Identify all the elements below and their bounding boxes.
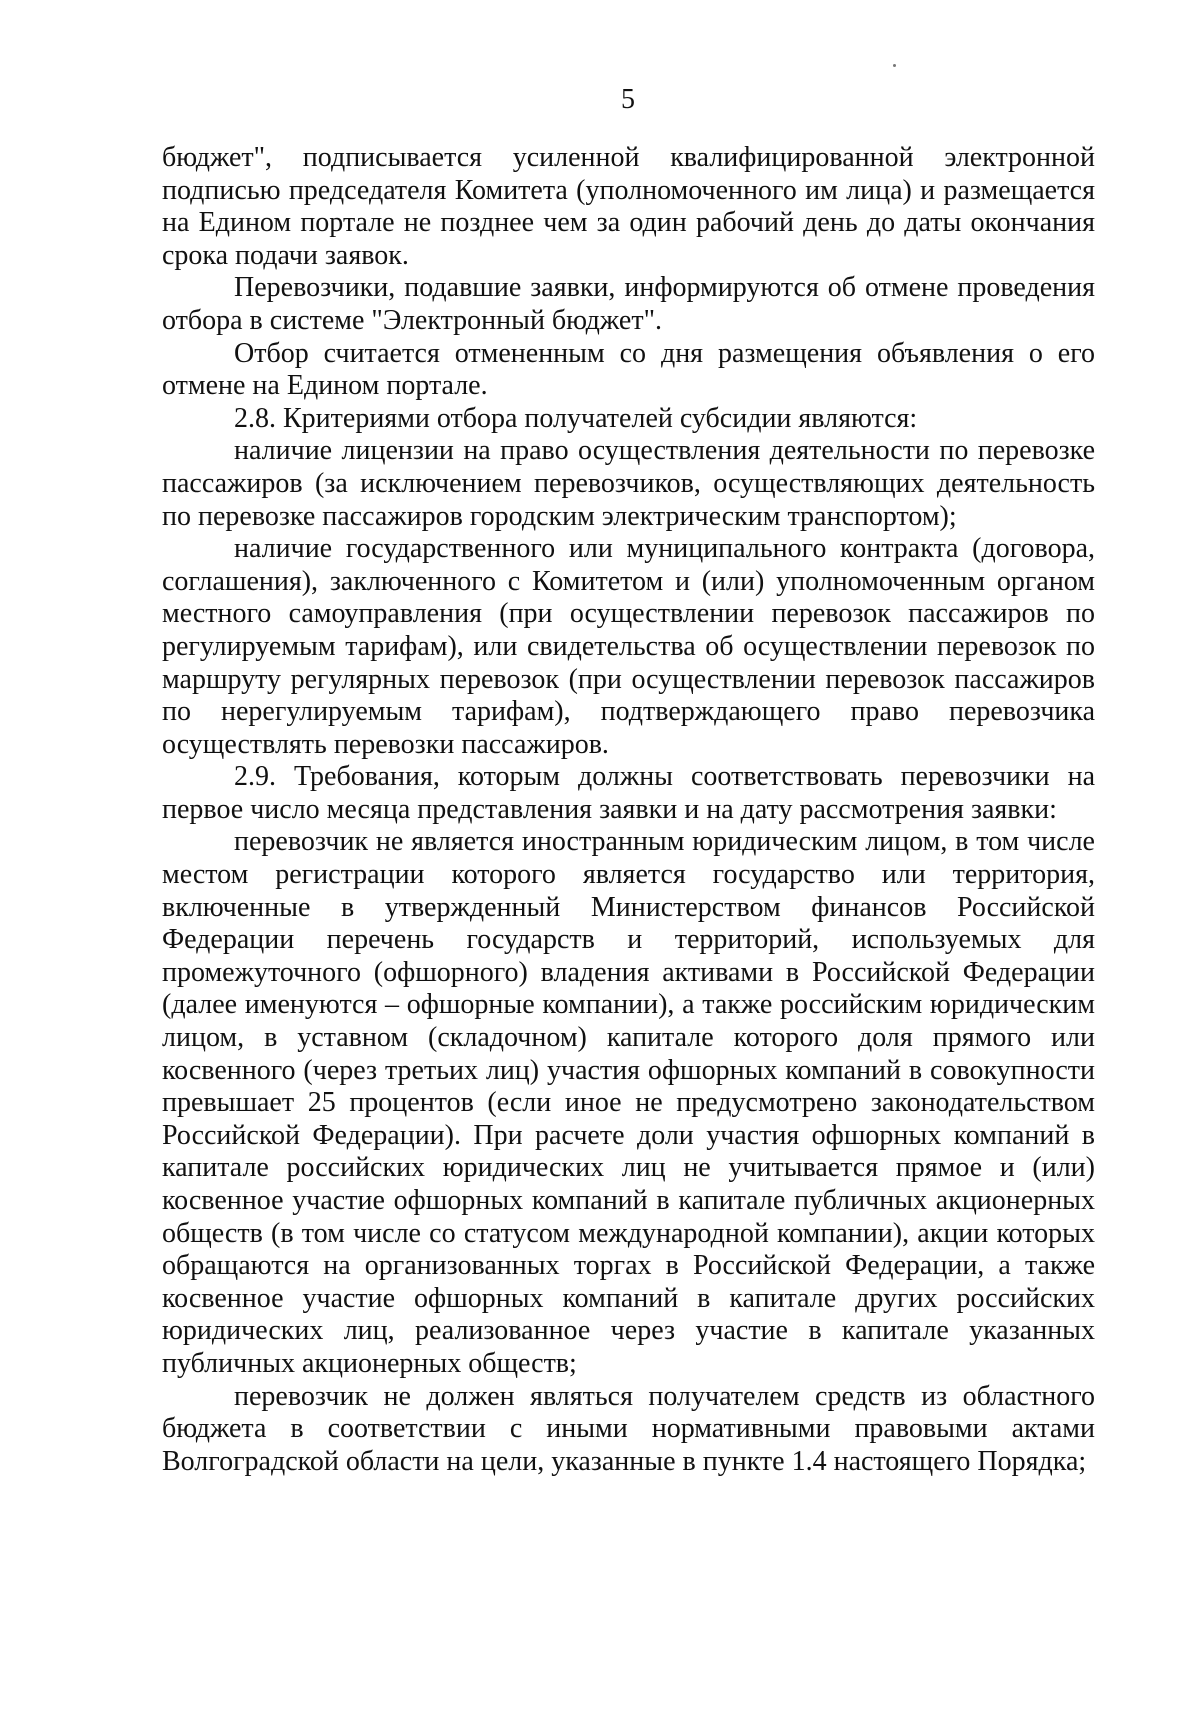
page-number: 5 xyxy=(621,84,635,115)
paragraph-license-criterion: наличие лицензии на право осуществления деятельности по перевозке пассажиров (за исключением перевозчиков, осуществляющих деятельность по перевозке пассажиров городским электрическим транспортом); xyxy=(162,435,1095,532)
document-body xyxy=(162,142,1095,1478)
paragraph-selection-cancelled: Отбор считается отмененным со дня размещения объявления о его отмене на Едином портале. xyxy=(162,337,1095,402)
paragraph-2-8-heading: 2.8. Критериями отбора получателей субсидии являются: xyxy=(234,402,918,434)
paragraph-not-recipient-requirement: перевозчик не должен являться получателем средств из областного бюджета в соответствии с иными нормативными правовыми актами Волгоградской области на цели, указанные в пункте 1.4 настоящего Порядка; xyxy=(162,1380,1095,1477)
paragraph-offshore-requirement: перевозчик не является иностранным юридическим лицом, в том числе местом регистрации которого является государство или территория, включенные в утвержденный Министерством финансов Российской Федерации перечень государств и территорий, используемых для промежуточного (офшорного) владения активами в Российской Федерации (далее именуются – офшорные компании), а также российским юридическим лицом, в уставном (складочном) капитале которого доля прямого или косвенного (через третьих лиц) участия офшорных компаний в совокупности превышает 25 процентов (если иное не предусмотрено законодательством Российской Федерации). При расчете доли участия офшорных компаний в капитале российских юридических лиц не учитывается прямое и (или) косвенное участие офшорных компаний в капитале публичных акционерных обществ (в том числе со статусом международной компании), акции которых обращаются на организованных торгах в Российской Федерации, а также косвенное участие офшорных компаний в капитале других российских юридических лиц, реализованное через участие в капитале указанных публичных акционерных обществ; xyxy=(162,826,1095,1379)
paragraph-carriers-informed: Перевозчики, подавшие заявки, информируются об отмене проведения отбора в системе "Электронный бюджет". xyxy=(162,272,1095,336)
paragraph-contract-criterion: наличие государственного или муниципального контракта (договора, соглашения), заключенного с Комитетом и (или) уполномоченным органом местного самоуправления (при осуществлении перевозок пассажиров по регулируемым тарифам), или свидетельства об осуществлении перевозок по маршруту регулярных перевозок (при осуществлении перевозок пассажиров по нерегулируемым тарифам), подтверждающего право перевозчика осуществлять перевозки пассажиров. xyxy=(162,533,1095,760)
scan-speck xyxy=(893,64,896,67)
paragraph-2-9-heading: 2.9. Требования, которым должны соответствовать перевозчики на первое число месяца представления заявки и на дату рассмотрения заявки: xyxy=(162,761,1095,825)
paragraph-continuation: бюджет", подписывается усиленной квалифицированной электронной подписью председателя Комитета (уполномоченного им лица) и размещается на Едином портале не позднее чем за один рабочий день до даты окончания срока подачи заявок. xyxy=(162,142,1095,271)
